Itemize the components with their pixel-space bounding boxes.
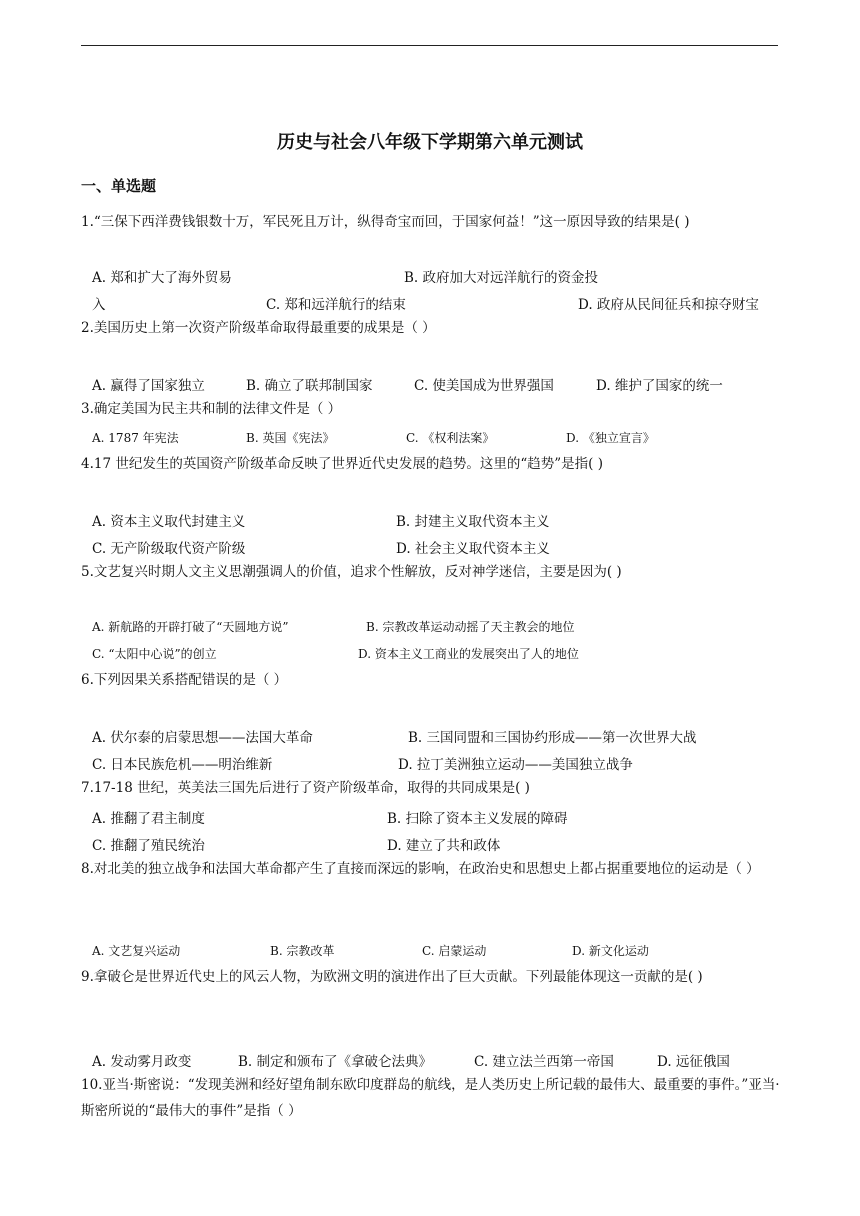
q2-option-c[interactable]: C. 使美国成为世界强国 — [414, 378, 554, 394]
q3-option-c[interactable]: C. 《权利法案》 — [406, 431, 495, 445]
q4-option-b[interactable]: B. 封建主义取代资本主义 — [396, 514, 550, 530]
question-1: 1.“三保下西洋费钱银数十万，军民死且万计，纵得奇宝而回，于国家何益！”这一原因导致的结果是( ) — [81, 214, 690, 230]
q1-option-d[interactable]: D. 政府从民间征兵和掠夺财宝 — [578, 297, 759, 313]
header-rule — [81, 45, 778, 46]
q9-option-a[interactable]: A. 发动雾月政变 — [92, 1054, 192, 1070]
question-8: 8.对北美的独立战争和法国大革命都产生了直接而深远的影响，在政治史和思想史上都占据重要地位的运动是（ ） — [81, 861, 760, 877]
q2-option-a[interactable]: A. 赢得了国家独立 — [92, 378, 205, 394]
question-7: 7.17-18 世纪，英美法三国先后进行了资产阶级革命，取得的共同成果是( ) — [81, 780, 530, 796]
q2-option-d[interactable]: D. 维护了国家的统一 — [596, 378, 723, 394]
q1-option-b[interactable]: B. 政府加大对远洋航行的资金投 — [404, 270, 599, 286]
question-4: 4.17 世纪发生的英国资产阶级革命反映了世界近代史发展的趋势。这里的“趋势”是指( ) — [81, 456, 603, 472]
question-3: 3.确定美国为民主共和制的法律文件是（ ） — [81, 401, 342, 417]
q7-option-a[interactable]: A. 推翻了君主制度 — [92, 811, 205, 827]
q5-option-b[interactable]: B. 宗教改革运动动摇了天主教会的地位 — [366, 620, 575, 634]
q3-option-a[interactable]: A. 1787 年宪法 — [92, 431, 179, 445]
q3-option-d[interactable]: D. 《独立宣言》 — [566, 431, 655, 445]
q4-option-a[interactable]: A. 资本主义取代封建主义 — [92, 514, 246, 530]
q4-option-d[interactable]: D. 社会主义取代资本主义 — [396, 541, 550, 557]
page-title: 历史与社会八年级下学期第六单元测试 — [277, 132, 583, 153]
q6-option-c[interactable]: C. 日本民族危机——明治维新 — [92, 757, 273, 773]
q6-option-b[interactable]: B. 三国同盟和三国协约形成——第一次世界大战 — [408, 730, 697, 746]
q8-option-d[interactable]: D. 新文化运动 — [572, 944, 649, 958]
q9-option-c[interactable]: C. 建立法兰西第一帝国 — [474, 1054, 614, 1070]
q2-option-b[interactable]: B. 确立了联邦制国家 — [246, 378, 373, 394]
q1-option-b-cont: 入 — [92, 297, 106, 313]
q4-option-c[interactable]: C. 无产阶级取代资产阶级 — [92, 541, 246, 557]
q9-option-b[interactable]: B. 制定和颁布了《拿破仑法典》 — [238, 1054, 433, 1070]
q5-option-d[interactable]: D. 资本主义工商业的发展突出了人的地位 — [358, 647, 579, 661]
section-heading: 一、单选题 — [81, 177, 157, 195]
question-10: 10.亚当·斯密说：“发现美洲和经好望角制东欧印度群岛的航线，是人类历史上所记载的最伟大、最重要的事件。”亚当·斯密所说的“最伟大的事件”是指（ ） — [81, 1077, 780, 1119]
question-5: 5.文艺复兴时期人文主义思潮强调人的价值，追求个性解放，反对神学迷信，主要是因为( ) — [81, 564, 622, 580]
q3-option-b[interactable]: B. 英国《宪法》 — [246, 431, 335, 445]
q1-option-a[interactable]: A. 郑和扩大了海外贸易 — [92, 270, 232, 286]
question-2: 2.美国历史上第一次资产阶级革命取得最重要的成果是（ ） — [81, 320, 436, 336]
q8-option-a[interactable]: A. 文艺复兴运动 — [92, 944, 181, 958]
q8-option-c[interactable]: C. 启蒙运动 — [422, 944, 487, 958]
q5-option-c[interactable]: C. “太阳中心说”的创立 — [92, 647, 217, 661]
q7-option-c[interactable]: C. 推翻了殖民统治 — [92, 838, 205, 854]
q7-option-d[interactable]: D. 建立了共和政体 — [387, 838, 501, 854]
q8-option-b[interactable]: B. 宗教改革 — [270, 944, 335, 958]
q5-option-a[interactable]: A. 新航路的开辟打破了“天圆地方说” — [92, 620, 289, 634]
question-6: 6.下列因果关系搭配错误的是（ ） — [81, 672, 288, 688]
q6-option-d[interactable]: D. 拉丁美洲独立运动——美国独立战争 — [398, 757, 633, 773]
q9-option-d[interactable]: D. 远征俄国 — [657, 1054, 730, 1070]
q6-option-a[interactable]: A. 伏尔泰的启蒙思想——法国大革命 — [92, 730, 313, 746]
q7-option-b[interactable]: B. 扫除了资本主义发展的障碍 — [387, 811, 568, 827]
q1-option-c[interactable]: C. 郑和远洋航行的结束 — [266, 297, 406, 313]
question-9: 9.拿破仑是世界近代史上的风云人物，为欧洲文明的演进作出了巨大贡献。下列最能体现这一贡献的是( ) — [81, 969, 703, 985]
